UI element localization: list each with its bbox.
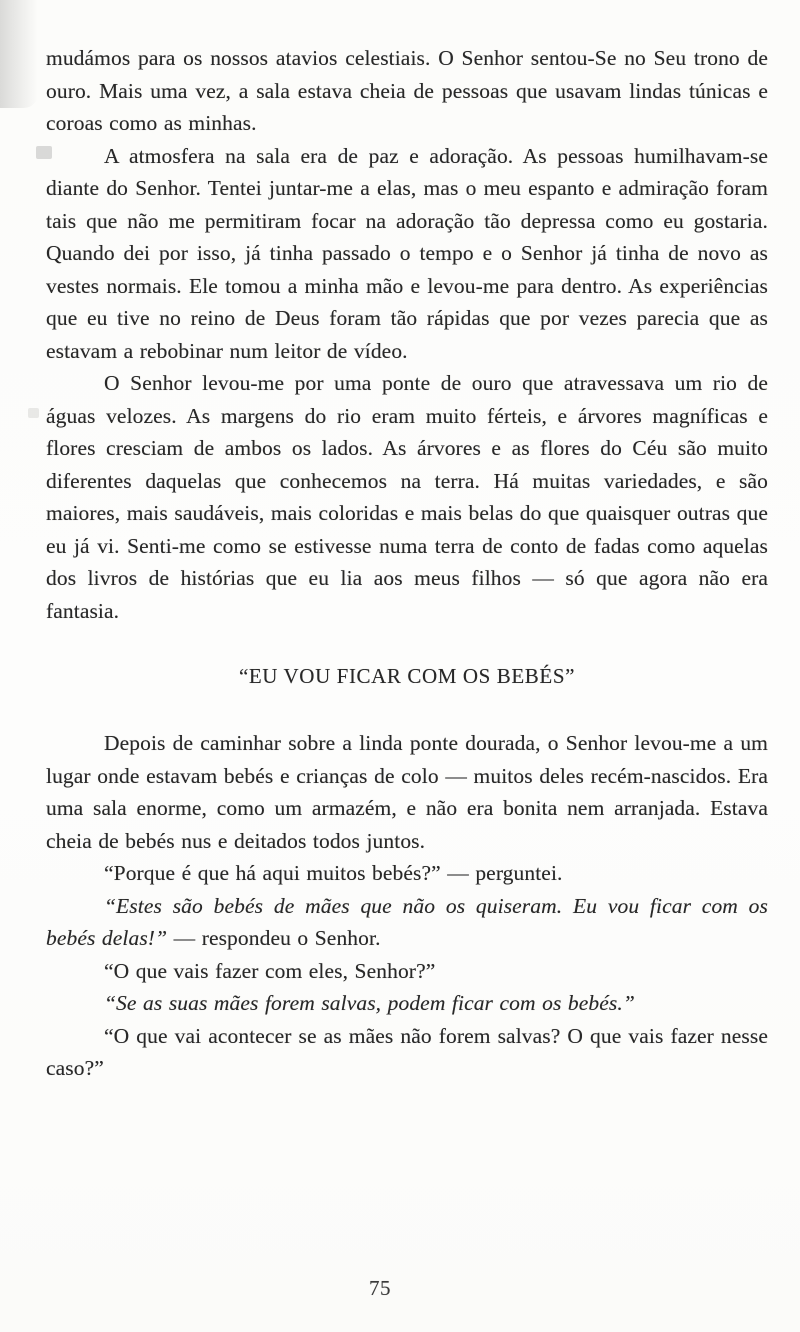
text-run: “O que vai acontecer se as mães não forem salvas? O que vais fazer nesse caso?” (46, 1023, 768, 1080)
paragraph (46, 857, 768, 890)
body-text (46, 42, 768, 1085)
paragraph (46, 727, 768, 857)
paragraph (46, 955, 768, 988)
text-run: “O que vais fazer com eles, Senhor?” (104, 958, 436, 983)
text-run: “EU VOU FICAR COM OS BEBÉS” (238, 664, 576, 688)
paragraph (46, 890, 768, 955)
text-run: Depois de caminhar sobre a linda ponte dourada, o Senhor levou-me a um lugar onde estavam bebés e crianças de colo — muitos deles recém-nascidos. Era uma sala enorme, como um armazém, e não era bonita nem arranjada. Estava cheia de bebés nus e deitados todos juntos. (46, 731, 768, 853)
text-run: A atmosfera na sala era de paz e adoração. As pessoas humilhavam-se diante do Senhor. Tentei juntar-me a elas, mas o meu espanto e admiração foram tais que não me permitiram focar na adoração tão depressa como eu gostaria. Quando dei por isso, já tinha passado o tempo e o Senhor já tinha de novo as vestes normais. Ele tomou a minha mão e levou-me para dentro. As experiências que eu tive no reino de Deus foram tão rápidas que por vezes parecia que as estavam a rebobinar num leitor de vídeo. (46, 143, 768, 363)
italic-text-run: “Estes são bebés de mães que não os quiseram. Eu vou ficar com os bebés delas!” (46, 893, 768, 950)
italic-text-run: “Se as suas mães forem salvas, podem ficar com os bebés.” (104, 991, 635, 1015)
text-run: mudámos para os nossos atavios celestiais. O Senhor sentou-Se no Seu trono de ouro. Mais uma vez, a sala estava cheia de pessoas que usavam lindas túnicas e coroas como as minhas. (46, 46, 768, 135)
paragraph (46, 42, 768, 140)
section-heading (46, 661, 768, 691)
paragraph (46, 367, 768, 627)
page-number: 75 (369, 1276, 391, 1300)
paragraph (46, 1020, 768, 1085)
scan-shadow-artifact (0, 0, 38, 108)
scan-smudge-artifact (28, 408, 39, 418)
text-run: “Porque é que há aqui muitos bebés?” — perguntei. (104, 861, 563, 885)
text-run: O Senhor levou-me por uma ponte de ouro que atravessava um rio de águas velozes. As margens do rio eram muito férteis, e árvores magníficas e flores cresciam de ambos os lados. As árvores e as flores do Céu são muito diferentes daquelas que conhecemos na terra. Há muitas variedades, e são maiores, mais saudáveis, mais coloridas e mais belas do que quaisquer outras que eu já vi. Senti-me como se estivesse numa terra de conto de fadas como aquelas dos livros de histórias que eu lia aos meus filhos — só que agora não era fantasia. (46, 371, 768, 623)
paragraph (46, 140, 768, 368)
text-run: — respondeu o Senhor. (167, 926, 381, 950)
paragraph (46, 987, 768, 1020)
